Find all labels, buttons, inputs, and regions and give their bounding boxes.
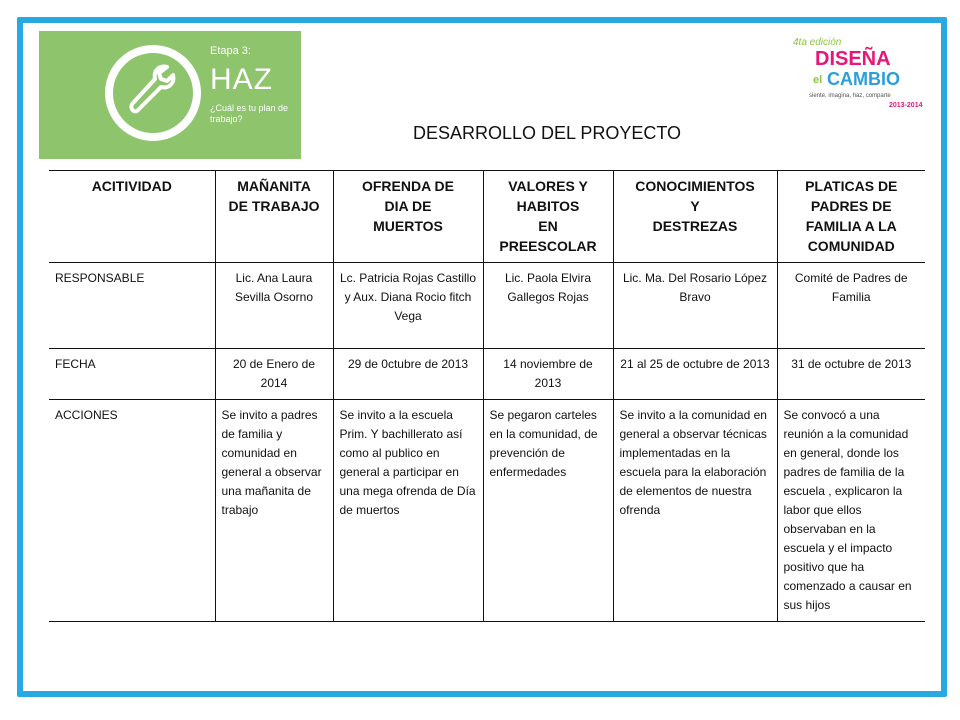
table-row-fecha: [49, 349, 925, 400]
header-manana: MAÑANITA DE TRABAJO: [215, 171, 333, 263]
logo-tagline-text: siente, imagina, haz, comparte: [809, 93, 891, 99]
table-cell: Se convocó a una reunión a la comunidad en general, donde los padres de familia de la escuela , explicaron la labor que ellos observaban en la escuela y el impacto positivo que ha comenzado a causar en sus hijos: [777, 400, 925, 622]
stage-label: Etapa 3:: [210, 45, 251, 57]
table-header-row: [49, 171, 925, 263]
table-cell: Se pegaron carteles en la comunidad, de prevención de enfermedades: [483, 400, 613, 622]
table-cell: 14 noviembre de 2013: [483, 349, 613, 400]
table-cell: Se invito a padres de familia y comunidad en general a observar una mañanita de trabajo: [215, 400, 333, 622]
header-ofrenda: OFRENDA DE DIA DE MUERTOS: [333, 171, 483, 263]
table-cell: Comité de Padres de Familia: [777, 263, 925, 349]
table-cell: Se invito a la comunidad en general a observar técnicas implementadas en la escuela para la elaboración de elementos de nuestra ofrenda: [613, 400, 777, 622]
document-title: DESARROLLO DEL PROYECTO: [412, 123, 682, 143]
header-platicas: PLATICAS DE PADRES DE FAMILIA A LA COMUNIDAD: [777, 171, 925, 263]
project-table: [49, 170, 925, 622]
logo-line3-text: CAMBIO: [827, 69, 900, 89]
table-cell: Lc. Patricia Rojas Castillo y Aux. Diana Rocio fitch Vega: [333, 263, 483, 349]
header-valores: VALORES Y HABITOS EN PREESCOLAR: [483, 171, 613, 263]
row-label: RESPONSABLE: [49, 263, 215, 349]
table-cell: Lic. Ana Laura Sevilla Osorno: [215, 263, 333, 349]
header-conocimientos: CONOCIMIENTOS Y DESTREZAS: [613, 171, 777, 263]
table-row-acciones: [49, 400, 925, 622]
header-activity: ACITIVIDAD: [49, 171, 215, 263]
table-cell: Lic. Paola Elvira Gallegos Rojas: [483, 263, 613, 349]
table-cell: 31 de octubre de 2013: [777, 349, 925, 400]
logo-line1-text: DISEÑA: [815, 48, 891, 70]
table-row-responsable: [49, 263, 925, 349]
logo-years-text: 2013-2014: [889, 102, 923, 109]
stage-question: ¿Cuál es tu plan de trabajo?: [210, 103, 289, 124]
table-cell: 29 de 0ctubre de 2013: [333, 349, 483, 400]
table-cell: Se invito a la escuela Prim. Y bachillerato así como al publico en general a participar en una mega ofrenda de Día de muertos: [333, 400, 483, 622]
logo-edition-text: 4ta edición: [793, 37, 842, 48]
table-cell: Lic. Ma. Del Rosario López Bravo: [613, 263, 777, 349]
disena-el-cambio-logo: [779, 31, 927, 111]
slide-frame: [17, 17, 947, 697]
stage-title: HAZ: [210, 63, 273, 96]
wrench-icon: [123, 61, 179, 121]
row-label: ACCIONES: [49, 400, 215, 622]
logo-line2-text: el: [813, 74, 823, 86]
table-cell: 20 de Enero de 2014: [215, 349, 333, 400]
row-label: FECHA: [49, 349, 215, 400]
table-cell: 21 al 25 de octubre de 2013: [613, 349, 777, 400]
